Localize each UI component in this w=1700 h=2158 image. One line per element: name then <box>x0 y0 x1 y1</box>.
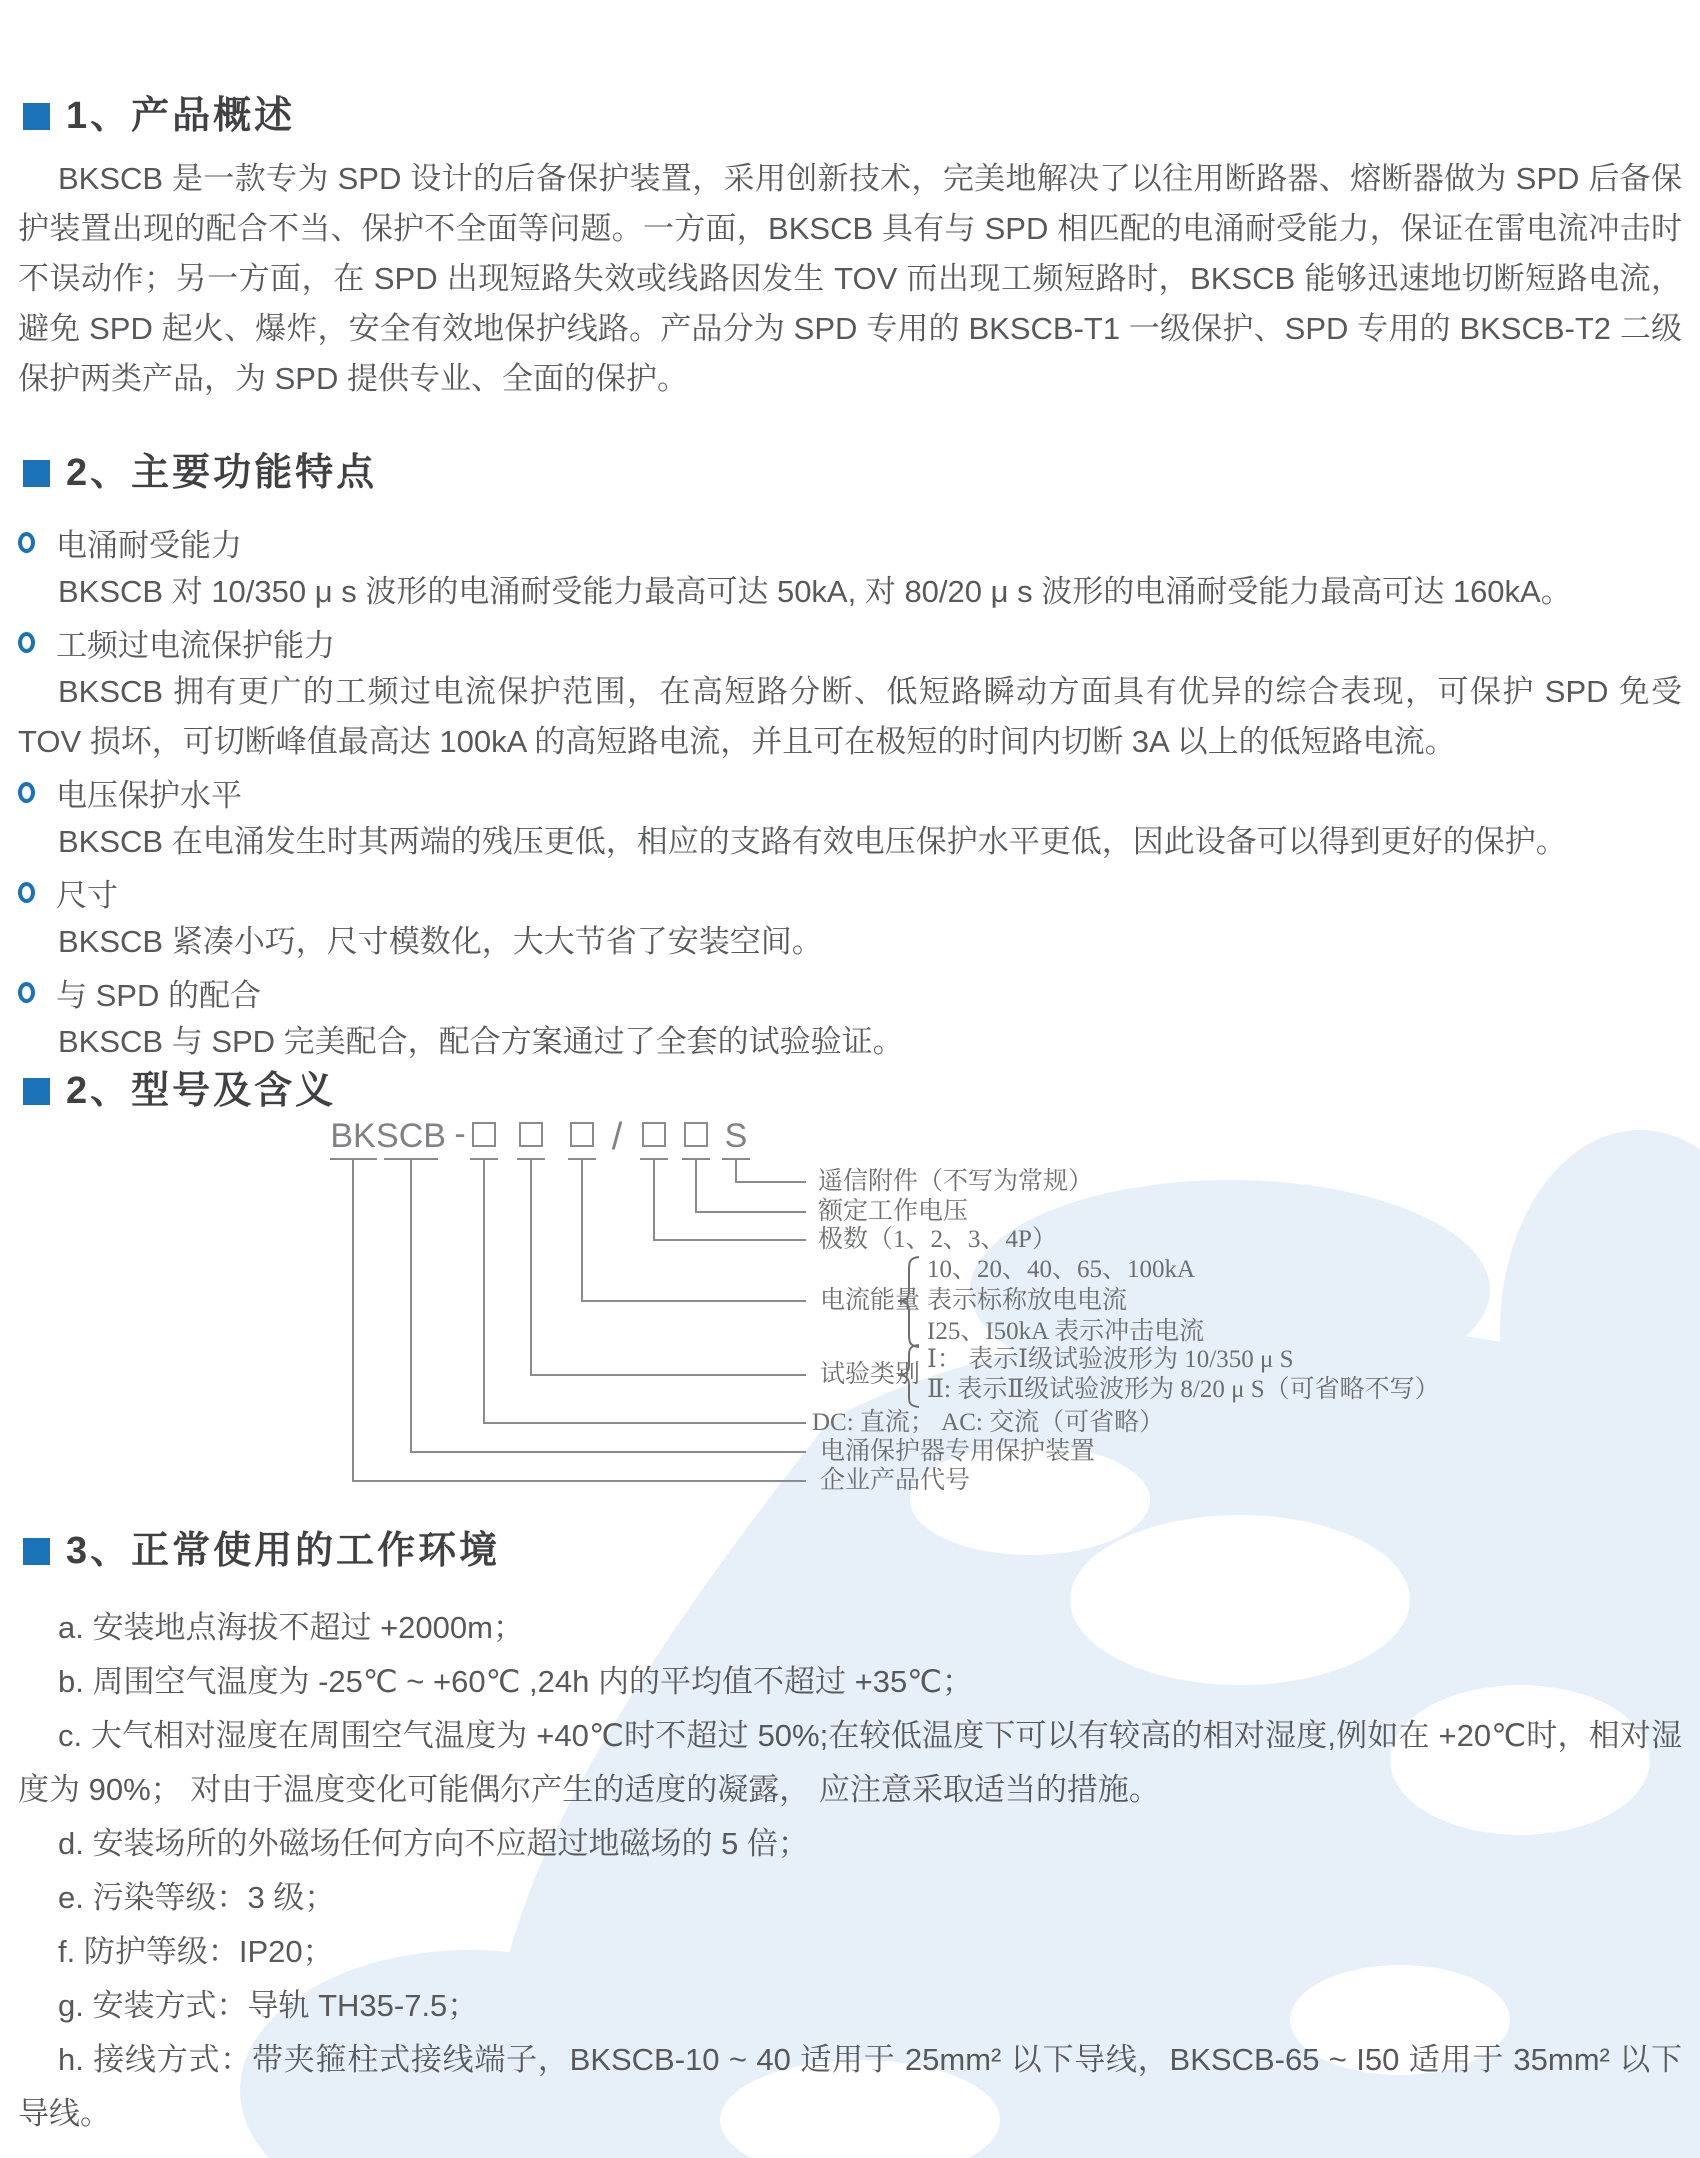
feature-label: 电涌耐受能力 <box>56 527 242 563</box>
model-label-company: 企业产品代号 <box>820 1467 971 1494</box>
code-slash: / <box>611 1116 623 1158</box>
feature-label: 电压保护水平 <box>56 777 242 813</box>
model-label-voltage: 额定工作电压 <box>818 1198 969 1225</box>
code-box-icon <box>643 1123 665 1146</box>
section-marker-icon <box>23 1078 50 1105</box>
feature-item <box>0 967 1700 1067</box>
bullet-circle-icon <box>18 532 35 553</box>
bullet-circle-icon <box>18 982 35 1003</box>
code-hyphen: - <box>454 1115 466 1153</box>
section-marker-icon <box>23 1538 50 1565</box>
feature-label: 尺寸 <box>56 877 118 913</box>
model-label-dcac: DC: 直流； AC: 交流（可省略） <box>812 1409 1165 1436</box>
feature-desc: BKSCB 紧凑小巧，尺寸模数化，大大节省了安装空间。 <box>58 924 823 959</box>
environment-item-c: c. 大气相对湿度在周围空气温度为 +40℃时不超过 50%;在较低温度下可以有较高的相对湿度,例如在 +20℃时，相对湿度为 90%； 对由于温度变化可能偶尔产生的适度的凝露， 应注意采取适当的措施。 <box>18 1718 1682 1807</box>
bullet-circle-icon <box>18 632 35 653</box>
model-label-test-line1: Ⅰ： 表示Ⅰ级试验波形为 10/350 μ S <box>927 1346 1294 1373</box>
environment-item-a: a. 安装地点海拔不超过 +2000m； <box>58 1610 524 1645</box>
model-label-current-line1: 10、20、40、65、100kA <box>927 1256 1196 1283</box>
section1-paragraph: BKSCB 是一款专为 SPD 设计的后备保护装置，采用创新技术，完美地解决了以往用断路器、熔断器做为 SPD 后备保护装置出现的配合不当、保护不全面等问题。一方面，BKSCB 具有与 SPD 相匹配的电涌耐受能力，保证在雷电流冲击时不误动作；另一方面，在 SPD 出现短路失效或线路因发生 TOV 而出现工频短路时，BKSCB 能够迅速地切断短路电流，避免 SPD 起火、爆炸，安全有效地保护线路。产品分为 SPD 专用的 BKSCB-T1 一级保护、SPD 专用的 BKSCB-T2 二级保护两类产品，为 SPD 提供专业、全面的保护。 <box>18 161 1682 396</box>
section-marker-icon <box>23 103 50 130</box>
model-label-device: 电涌保护器专用保护装置 <box>820 1438 1096 1465</box>
environment-item-d: d. 安装场所的外磁场任何方向不应超过地磁场的 5 倍； <box>58 1826 809 1861</box>
model-label-remote: 遥信附件（不写为常规） <box>818 1168 1094 1195</box>
section2-heading <box>23 449 1700 497</box>
code-box-icon <box>473 1123 495 1146</box>
section2-title: 2、主要功能特点 <box>66 452 378 494</box>
model-section-title: 2、型号及含义 <box>66 1070 337 1112</box>
code-part-scb: SCB <box>376 1117 446 1155</box>
feature-list <box>0 517 1700 1067</box>
feature-desc: BKSCB 拥有更广的工频过电流保护范围，在高短路分断、低短路瞬动方面具有优异的综合表现，可保护 SPD 免受 TOV 损坏，可切断峰值最高达 100kA 的高短路电流，并且可在极短的时间内切断 3A 以上的低短路电流。 <box>18 674 1682 759</box>
model-code-diagram <box>0 1115 1700 1510</box>
model-label-test-line2: Ⅱ: 表示Ⅱ级试验波形为 8/20 μ S（可省略不写） <box>927 1376 1440 1403</box>
environment-item-f: f. 防护等级：IP20； <box>58 1934 334 1969</box>
section1-heading <box>23 92 1700 140</box>
feature-label-row <box>18 617 1700 667</box>
model-label-poles: 极数（1、2、3、4P） <box>818 1226 1057 1253</box>
environment-item-h: h. 接线方式：带夹箍柱式接线端子，BKSCB-10 ~ 40 适用于 25mm² 以下导线，BKSCB-65 ~ I50 适用于 35mm² 以下导线。 <box>18 2042 1682 2131</box>
code-box-icon <box>571 1123 593 1146</box>
feature-label: 与 SPD 的配合 <box>56 977 261 1013</box>
code-box-icon <box>685 1123 707 1146</box>
model-section-heading <box>23 1067 1700 1115</box>
feature-label: 工频过电流保护能力 <box>56 627 335 663</box>
feature-item <box>0 867 1700 967</box>
code-box-icon <box>520 1123 542 1146</box>
feature-label-row <box>18 517 1700 567</box>
bullet-circle-icon <box>18 782 35 803</box>
model-label-current: 电流能量 <box>820 1287 921 1314</box>
section1-title: 1、产品概述 <box>66 95 296 137</box>
feature-label-row <box>18 967 1700 1017</box>
section3-title: 3、正常使用的工作环境 <box>66 1530 501 1572</box>
feature-desc: BKSCB 与 SPD 完美配合，配合方案通过了全套的试验验证。 <box>58 1024 904 1059</box>
environment-item-e: e. 污染等级：3 级； <box>58 1880 336 1915</box>
bullet-circle-icon <box>18 882 35 903</box>
section-marker-icon <box>23 460 50 487</box>
feature-item <box>0 517 1700 617</box>
feature-item <box>0 617 1700 767</box>
code-part-bk: BK <box>330 1117 376 1155</box>
feature-desc: BKSCB 对 10/350 μ s 波形的电涌耐受能力最高可达 50kA, 对 80/20 μ s 波形的电涌耐受能力最高可达 160kA。 <box>58 574 1572 609</box>
environment-item-b: b. 周围空气温度为 -25℃ ~ +60℃ ,24h 内的平均值不超过 +35℃； <box>58 1664 973 1699</box>
environment-list <box>0 1601 1700 2141</box>
model-label-current-line3: I25、I50kA 表示冲击电流 <box>927 1318 1205 1345</box>
model-label-test: 试验类别 <box>820 1361 921 1388</box>
feature-label-row <box>18 867 1700 917</box>
code-part-s: S <box>724 1117 748 1155</box>
feature-label-row <box>18 767 1700 817</box>
section3-heading <box>23 1527 1700 1575</box>
feature-item <box>0 767 1700 867</box>
feature-desc: BKSCB 在电涌发生时其两端的残压更低，相应的支路有效电压保护水平更低，因此设备可以得到更好的保护。 <box>58 824 1567 859</box>
environment-item-g: g. 安装方式：导轨 TH35-7.5； <box>58 1988 479 2023</box>
model-label-current-line2: 表示标称放电电流 <box>927 1287 1128 1314</box>
